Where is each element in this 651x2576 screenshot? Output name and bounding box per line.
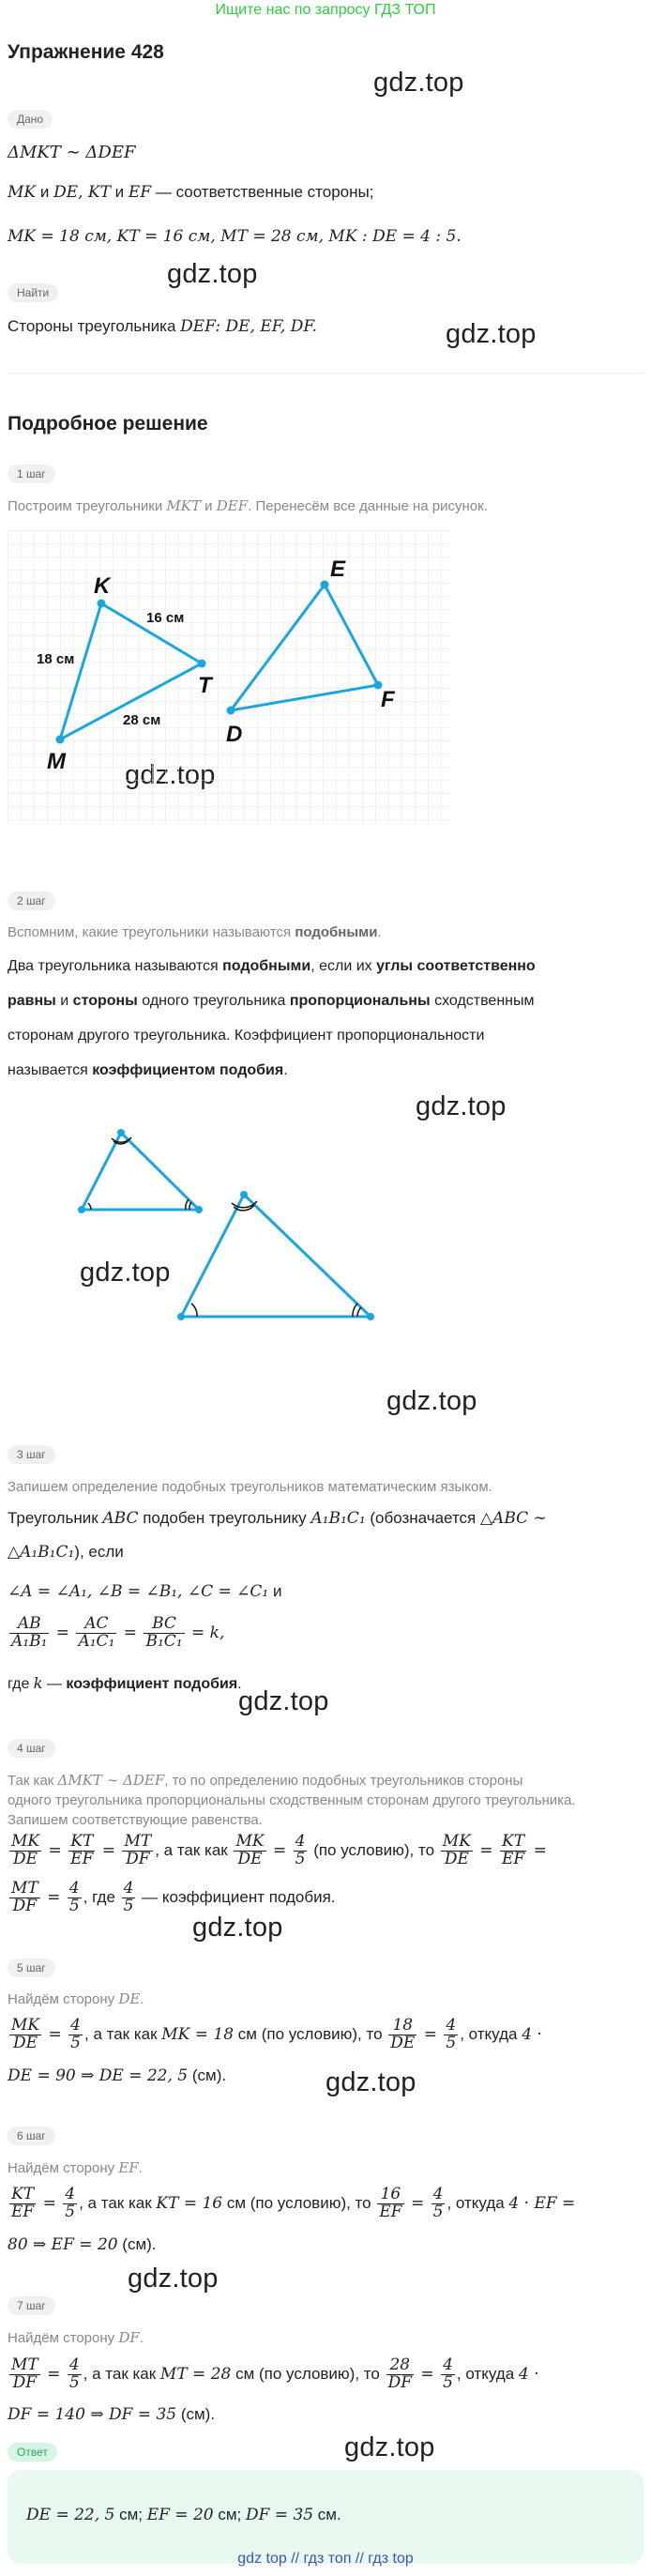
step-6-label: 6 шаг xyxy=(8,2126,55,2145)
label-k: K xyxy=(94,573,111,599)
similar-triangles-figure xyxy=(8,1117,401,1333)
watermark: gdz.top xyxy=(373,68,464,98)
step-2-hint: Вспомним, какие треугольники называются подобными. xyxy=(8,924,382,940)
step-3-l2: △A₁B₁C₁), если xyxy=(8,1543,124,1562)
step-3-label: 3 шаг xyxy=(8,1445,55,1464)
vertex-m xyxy=(56,736,65,744)
step-3-ratios: $\frac{AB}{\text{A₁B₁}}$ = $\frac{AC}{\text{A₁C₁}}$ = $\frac{BC}{\text{B₁C₁}}$ = k, xyxy=(11,1614,225,1651)
step-4-g3: Запишем соответствующие равенства. xyxy=(8,1812,263,1828)
step-4-l2: $\frac{MT}{DF}$ = $\frac{4}{5}$ , где $\frac{4}{5}$ — коэффициент подобия. xyxy=(11,1879,336,1915)
step-3-l1: Треугольник ABC подобен треугольнику A₁B₁C₁ (обозначается △ABC ∼ xyxy=(8,1509,547,1528)
angle-mark xyxy=(186,1199,189,1210)
step-2-p4: называется коэффициентом подобия. xyxy=(8,1062,288,1078)
step-6-l1: $\frac{KT}{EF}$ = $\frac{4}{5}$ , а так как KT = 16 см (по условию), то $\frac{16}{EF}$ = $\frac{4}{5}$ , откуда 4 · EF = xyxy=(11,2185,576,2221)
label-t: T xyxy=(198,673,212,698)
answer-label: Ответ xyxy=(8,2443,57,2462)
watermark: gdz.top xyxy=(80,1258,171,1288)
grid-background xyxy=(8,530,450,826)
given-sides: MK и DE, KT и EF — соответственные стороны; xyxy=(8,183,374,202)
step-2-label: 2 шаг xyxy=(8,892,55,910)
step-7-hint: Найдём сторону DF. xyxy=(8,2329,144,2346)
watermark: gdz.top xyxy=(446,319,537,349)
step-1-label: 1 шаг xyxy=(8,465,55,483)
watermark: gdz.top xyxy=(128,2264,219,2294)
given-label: Дано xyxy=(8,110,53,129)
find-label: Найти xyxy=(8,283,58,302)
step-4-label: 4 шаг xyxy=(8,1739,55,1758)
small-vertex xyxy=(195,1206,203,1213)
watermark: gdz.top xyxy=(326,2067,416,2097)
label-f: F xyxy=(381,687,395,712)
step-7-label: 7 шаг xyxy=(8,2296,55,2315)
large-vertex xyxy=(240,1191,248,1198)
vertex-t xyxy=(198,660,206,668)
label-km-length: 18 см xyxy=(37,651,75,667)
label-kt-length: 16 см xyxy=(146,610,185,626)
step-6-hint: Найдём сторону EF. xyxy=(8,2159,143,2176)
step-5-label: 5 шаг xyxy=(8,1959,55,1977)
angle-mark xyxy=(191,1303,197,1317)
step-7-l2: DF = 140 ⇒ DF = 35 (см). xyxy=(8,2405,216,2424)
small-triangle xyxy=(82,1133,199,1210)
label-d: D xyxy=(226,722,243,747)
step-5-hint: Найдём сторону DE. xyxy=(8,1990,144,2007)
step-2-p1: Два треугольника называются подобными, если их углы соответственно xyxy=(8,958,536,974)
solution-title: Подробное решение xyxy=(8,413,208,434)
vertex-e xyxy=(321,581,329,589)
given-similarity: ΔMKT ∼ ΔDEF xyxy=(8,143,136,162)
step-5-l1: $\frac{MK}{DE}$ = $\frac{4}{5}$ , а так как MK = 18 см (по условию), то $\frac{18}{DE}$ = $\frac{4}{5}$ , откуда 4 · xyxy=(11,2016,542,2052)
watermark: gdz.top xyxy=(416,1091,507,1121)
step-4-g2: одного треугольника пропорциональны сходственным сторонам другого треугольника. xyxy=(8,1792,576,1808)
vertex-d xyxy=(227,707,235,715)
step-6-l2: 80 ⇒ EF = 20 (см). xyxy=(8,2235,157,2254)
label-e: E xyxy=(330,556,346,582)
step-7-l1: $\frac{MT}{DF}$ = $\frac{4}{5}$ , а так как MT = 28 см (по условию), то $\frac{28}{DF}$ = $\frac{4}{5}$ , откуда 4 · xyxy=(11,2355,539,2392)
step-5-l2: DE = 90 ⇒ DE = 22, 5 (см). xyxy=(8,2066,227,2085)
given-values: MK = 18 см, KT = 16 см, MT = 28 см, MK : DE = 4 : 5. xyxy=(8,227,462,246)
watermark: gdz.top xyxy=(386,1386,477,1416)
step-1-text: Построим треугольники MKT и DEF. Перенесём все данные на рисунок. xyxy=(8,497,488,514)
small-vertex xyxy=(117,1129,125,1136)
angle-mark xyxy=(353,1303,357,1317)
small-vertex xyxy=(78,1206,85,1213)
watermark: gdz.top xyxy=(238,1686,329,1716)
watermark: gdz.top xyxy=(167,259,258,289)
watermark: gdz.top xyxy=(344,2432,435,2462)
vertex-k xyxy=(98,600,106,608)
top-link[interactable]: Ищите нас по запросу ГДЗ ТОП xyxy=(215,2,436,18)
label-mt-length: 28 см xyxy=(123,712,161,728)
step-4-l1: $\frac{MK}{DE}$ = $\frac{KT}{EF}$ = $\frac{MT}{DF}$ , а так как $\frac{MK}{DE}$ = $\frac{4}{5}$ (по условию), то $\frac{MK}{DE}$ = $\frac{KT}{EF}$ = xyxy=(11,1832,547,1868)
watermark: gdz.top xyxy=(192,1913,283,1943)
large-vertex xyxy=(177,1313,185,1320)
bottom-links[interactable]: gdz top // гдз топ // гдз top xyxy=(237,2551,414,2567)
find-text: Стороны треугольника DEF: DE, EF, DF. xyxy=(8,317,317,336)
step-1-figure xyxy=(8,530,450,826)
step-3-l3: ∠A = ∠A₁, ∠B = ∠B₁, ∠C = ∠C₁ и xyxy=(8,1582,282,1601)
step-4-g1: Так как ΔMKT ∼ ΔDEF, то по определению подобных треугольников стороны xyxy=(8,1772,523,1789)
step-2-p2: равны и стороны одного треугольника пропорциональны сходственным xyxy=(8,993,535,1009)
large-vertex xyxy=(367,1313,374,1320)
label-m: M xyxy=(47,749,66,774)
large-triangle xyxy=(181,1195,371,1317)
step-3-l5: где k — коэффициент подобия. xyxy=(8,1674,242,1692)
answer-text: DE = 22, 5 см; EF = 20 см; DF = 35 см. xyxy=(26,2506,341,2524)
step-3-hint: Запишем определение подобных треугольников математическим языком. xyxy=(8,1479,492,1495)
step-2-p3: сторонам другого треугольника. Коэффициент пропорциональности xyxy=(8,1028,485,1044)
exercise-title: Упражнение 428 xyxy=(8,41,164,63)
